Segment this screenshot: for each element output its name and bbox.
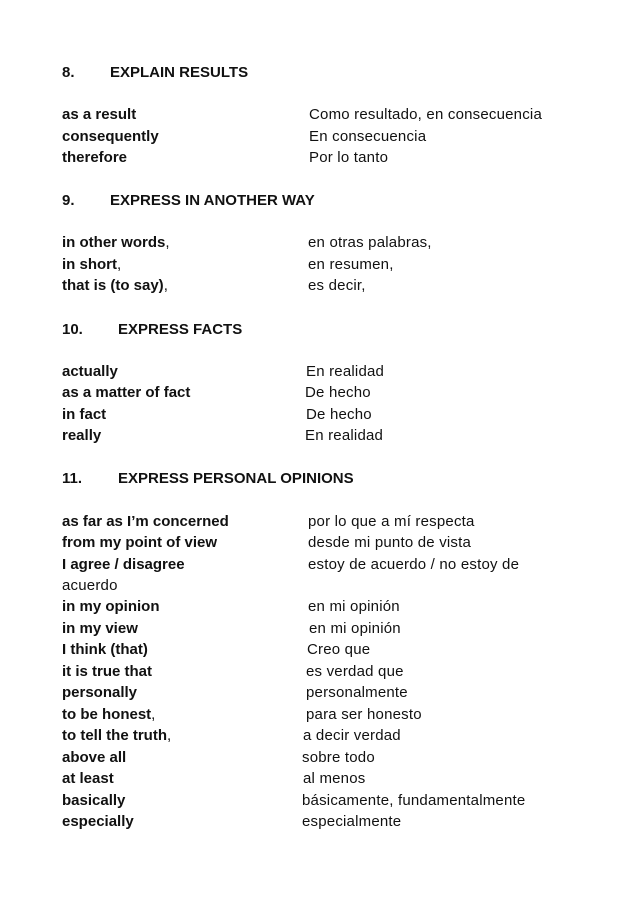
english-phrase: in short [62,256,117,273]
phrase-row [62,277,582,299]
spanish-translation: En realidad [306,363,385,380]
english-phrase: in other words [62,234,166,251]
wrapped-translation-line: acuerdo [62,577,118,594]
section-number: 9. [62,192,75,209]
english-phrase: to be honest [62,706,152,723]
section-number: 8. [62,64,75,81]
section-number: 10. [62,321,83,338]
section-heading [62,321,242,339]
spanish-translation: es verdad que [306,663,404,680]
phrase-row [62,149,582,171]
spanish-translation: a decir verdad [303,727,401,744]
english-phrase: as a matter of fact [62,384,191,401]
english-suffix: , [167,727,172,744]
english-phrase: as far as I’m concerned [62,513,229,530]
spanish-translation: en mi opinión [309,620,401,637]
phrase-row [62,641,582,663]
spanish-translation: para ser honesto [306,706,422,723]
spanish-translation: especialmente [302,813,402,830]
english-phrase: personally [62,684,138,701]
english-phrase: in my opinion [62,598,160,615]
spanish-translation: Por lo tanto [309,149,389,166]
english-phrase: at least [62,770,114,787]
spanish-translation: por lo que a mí respecta [308,513,475,530]
phrase-row [62,513,582,535]
phrase-row [62,663,582,685]
english-phrase: basically [62,792,126,809]
english-phrase: I agree / disagree [62,556,185,573]
english-phrase: therefore [62,149,128,166]
spanish-translation: estoy de acuerdo / no estoy de [308,556,520,573]
english-phrase: it is true that [62,663,153,680]
english-phrase: actually [62,363,118,380]
section-number: 11. [62,470,83,487]
english-phrase: as a result [62,106,137,123]
english-phrase: above all [62,749,127,766]
spanish-translation: es decir, [308,277,366,294]
phrase-row [62,620,582,642]
spanish-translation: De hecho [306,406,372,423]
spanish-translation: De hecho [305,384,371,401]
spanish-translation: Creo que [307,641,371,658]
phrase-row [62,363,582,385]
spanish-translation: en otras palabras, [308,234,432,251]
english-suffix: , [163,277,168,294]
section-title: EXPRESS FACTS [118,321,243,338]
spanish-translation: básicamente, fundamentalmente [302,792,526,809]
phrase-row [62,234,582,256]
section-heading [62,192,315,210]
section-heading [62,64,248,82]
phrase-row [62,813,582,835]
english-phrase: consequently [62,128,159,145]
section-title: EXPRESS PERSONAL OPINIONS [118,470,354,487]
section-title: EXPRESS IN ANOTHER WAY [110,192,315,209]
spanish-translation: En consecuencia [309,128,427,145]
spanish-translation: sobre todo [302,749,375,766]
english-suffix: , [117,256,122,273]
spanish-translation: en mi opinión [308,598,400,615]
english-suffix: , [165,234,170,251]
phrase-row [62,706,582,728]
spanish-translation: personalmente [306,684,408,701]
phrase-row [62,427,582,449]
section-heading [62,470,354,488]
spanish-translation: Como resultado, en consecuencia [309,106,543,123]
english-phrase: from my point of view [62,534,218,551]
phrase-row [62,256,582,278]
phrase-row [62,128,582,150]
phrase-row [62,770,582,792]
english-phrase: that is (to say) [62,277,164,294]
phrase-row [62,684,582,706]
spanish-translation: al menos [303,770,366,787]
english-phrase: really [62,427,102,444]
english-phrase: in my view [62,620,138,637]
phrase-row [62,106,582,128]
phrase-row [62,384,582,406]
section-title: EXPLAIN RESULTS [110,64,249,81]
phrase-row [62,598,582,620]
english-phrase: I think (that) [62,641,148,658]
english-suffix: , [151,706,156,723]
spanish-translation: desde mi punto de vista [308,534,472,551]
english-phrase: in fact [62,406,107,423]
phrase-row [62,749,582,771]
english-phrase: to tell the truth [62,727,167,744]
phrase-row [62,792,582,814]
phrase-row [62,556,582,578]
phrase-row [62,727,582,749]
phrase-row [62,406,582,428]
phrase-row [62,534,582,556]
english-phrase: especially [62,813,134,830]
spanish-translation: en resumen, [308,256,394,273]
spanish-translation: En realidad [305,427,384,444]
